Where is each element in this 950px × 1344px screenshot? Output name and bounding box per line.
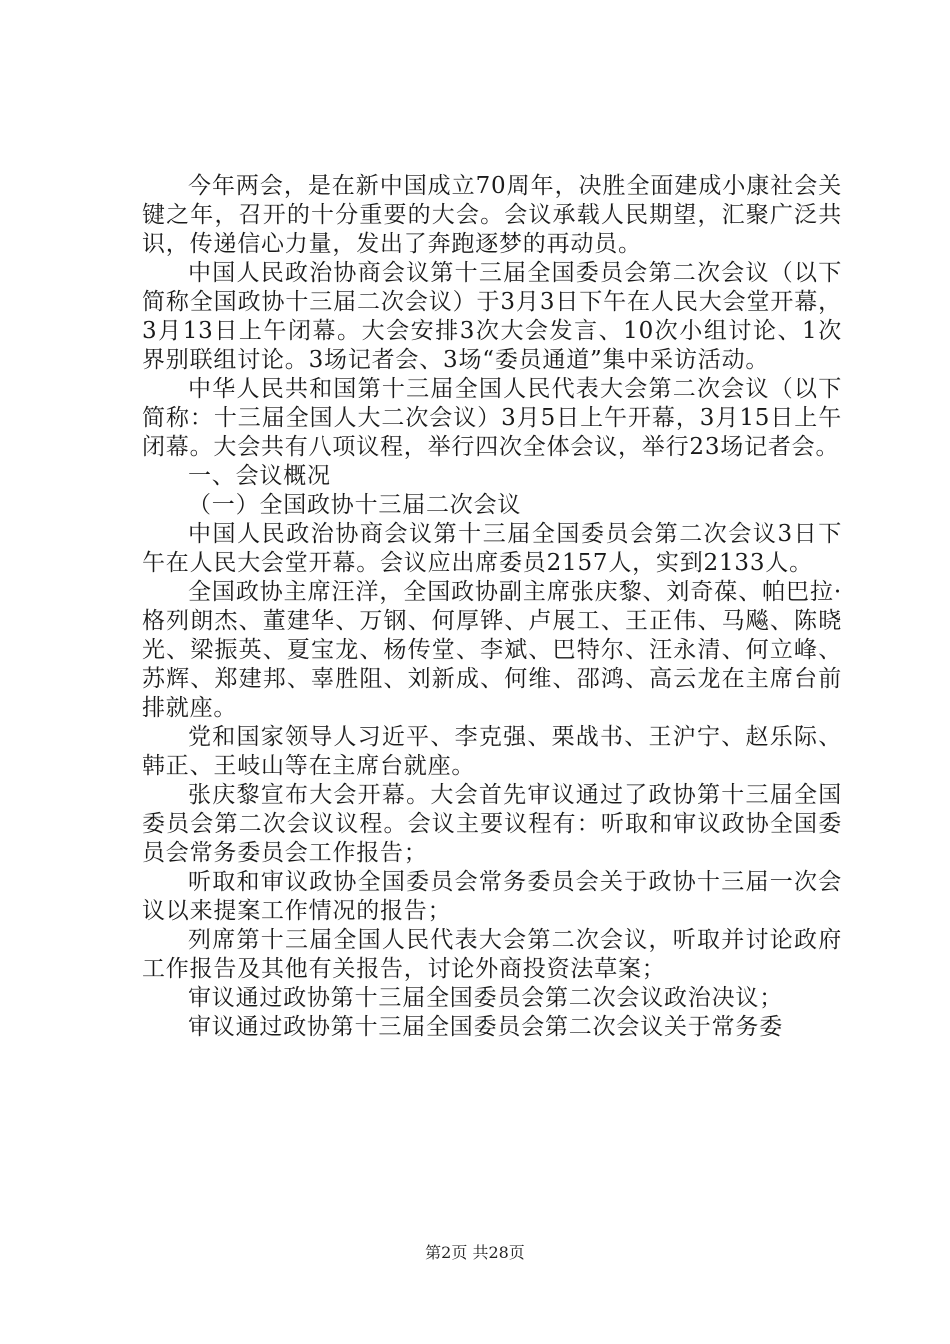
paragraph-agenda-item-standing-committee: 审议通过政协第十三届全国委员会第二次会议关于常务委 bbox=[188, 1014, 783, 1040]
paragraph-agenda-item-resolution: 审议通过政协第十三届全国委员会第二次会议政治决议； bbox=[188, 985, 783, 1011]
paragraph-intro: 今年两会，是在新中国成立70周年，决胜全面建成小康社会关键之年，召开的十分重要的大会。会议承载人民期望，汇聚广泛共识，传递信心力量，发出了奔跑逐梦的再动员。 bbox=[142, 173, 842, 257]
paragraph-agenda-item-proposals: 听取和审议政协全国委员会常务委员会关于政协十三届一次会议以来提案工作情况的报告； bbox=[142, 869, 842, 924]
paragraph-cppcc-vice-chairs: 全国政协主席汪洋，全国政协副主席张庆黎、刘奇葆、帕巴拉·格列朗杰、董建华、万钢、何厚铧、卢展工、王正伟、马飚、陈晓光、梁振英、夏宝龙、杨传堂、李斌、巴特尔、汪永清、何立峰、苏辉、郑建邦、辜胜阻、刘新成、何维、邵鸿、高云龙在主席台前排就座。 bbox=[142, 579, 842, 721]
paragraph-cppcc-opening: 中国人民政治协商会议第十三届全国委员会第二次会议3日下午在人民大会堂开幕。会议应出席委员2157人，实到2133人。 bbox=[142, 521, 842, 576]
paragraph-cppcc-summary: 中国人民政治协商会议第十三届全国委员会第二次会议（以下简称全国政协十三届二次会议）于3月3日下午在人民大会堂开幕，3月13日上午闭幕。大会安排3次大会发言、10次小组讨论、1次界别联组讨论。3场记者会、3场“委员通道”集中采访活动。 bbox=[142, 260, 842, 373]
page-number-label: 第2页 共28页 bbox=[425, 1243, 525, 1262]
paragraph-agenda-intro: 张庆黎宣布大会开幕。大会首先审议通过了政协第十三届全国委员会第二次会议议程。会议主要议程有：听取和审议政协全国委员会常务委员会工作报告； bbox=[142, 782, 842, 866]
section-heading-overview: 一、会议概况 bbox=[188, 463, 331, 489]
paragraph-agenda-item-npc: 列席第十三届全国人民代表大会第二次会议，听取并讨论政府工作报告及其他有关报告，讨论外商投资法草案； bbox=[142, 927, 842, 982]
paragraph-npc-summary: 中华人民共和国第十三届全国人民代表大会第二次会议（以下简称：十三届全国人大二次会议）3月5日上午开幕，3月15日上午闭幕。大会共有八项议程，举行四次全体会议，举行23场记者会。 bbox=[142, 376, 842, 460]
paragraph-state-leaders: 党和国家领导人习近平、李克强、栗战书、王沪宁、赵乐际、韩正、王岐山等在主席台就座。 bbox=[142, 724, 842, 779]
subsection-heading-cppcc: （一）全国政协十三届二次会议 bbox=[188, 492, 522, 518]
document-body bbox=[142, 172, 842, 1042]
page-footer bbox=[0, 1243, 950, 1263]
